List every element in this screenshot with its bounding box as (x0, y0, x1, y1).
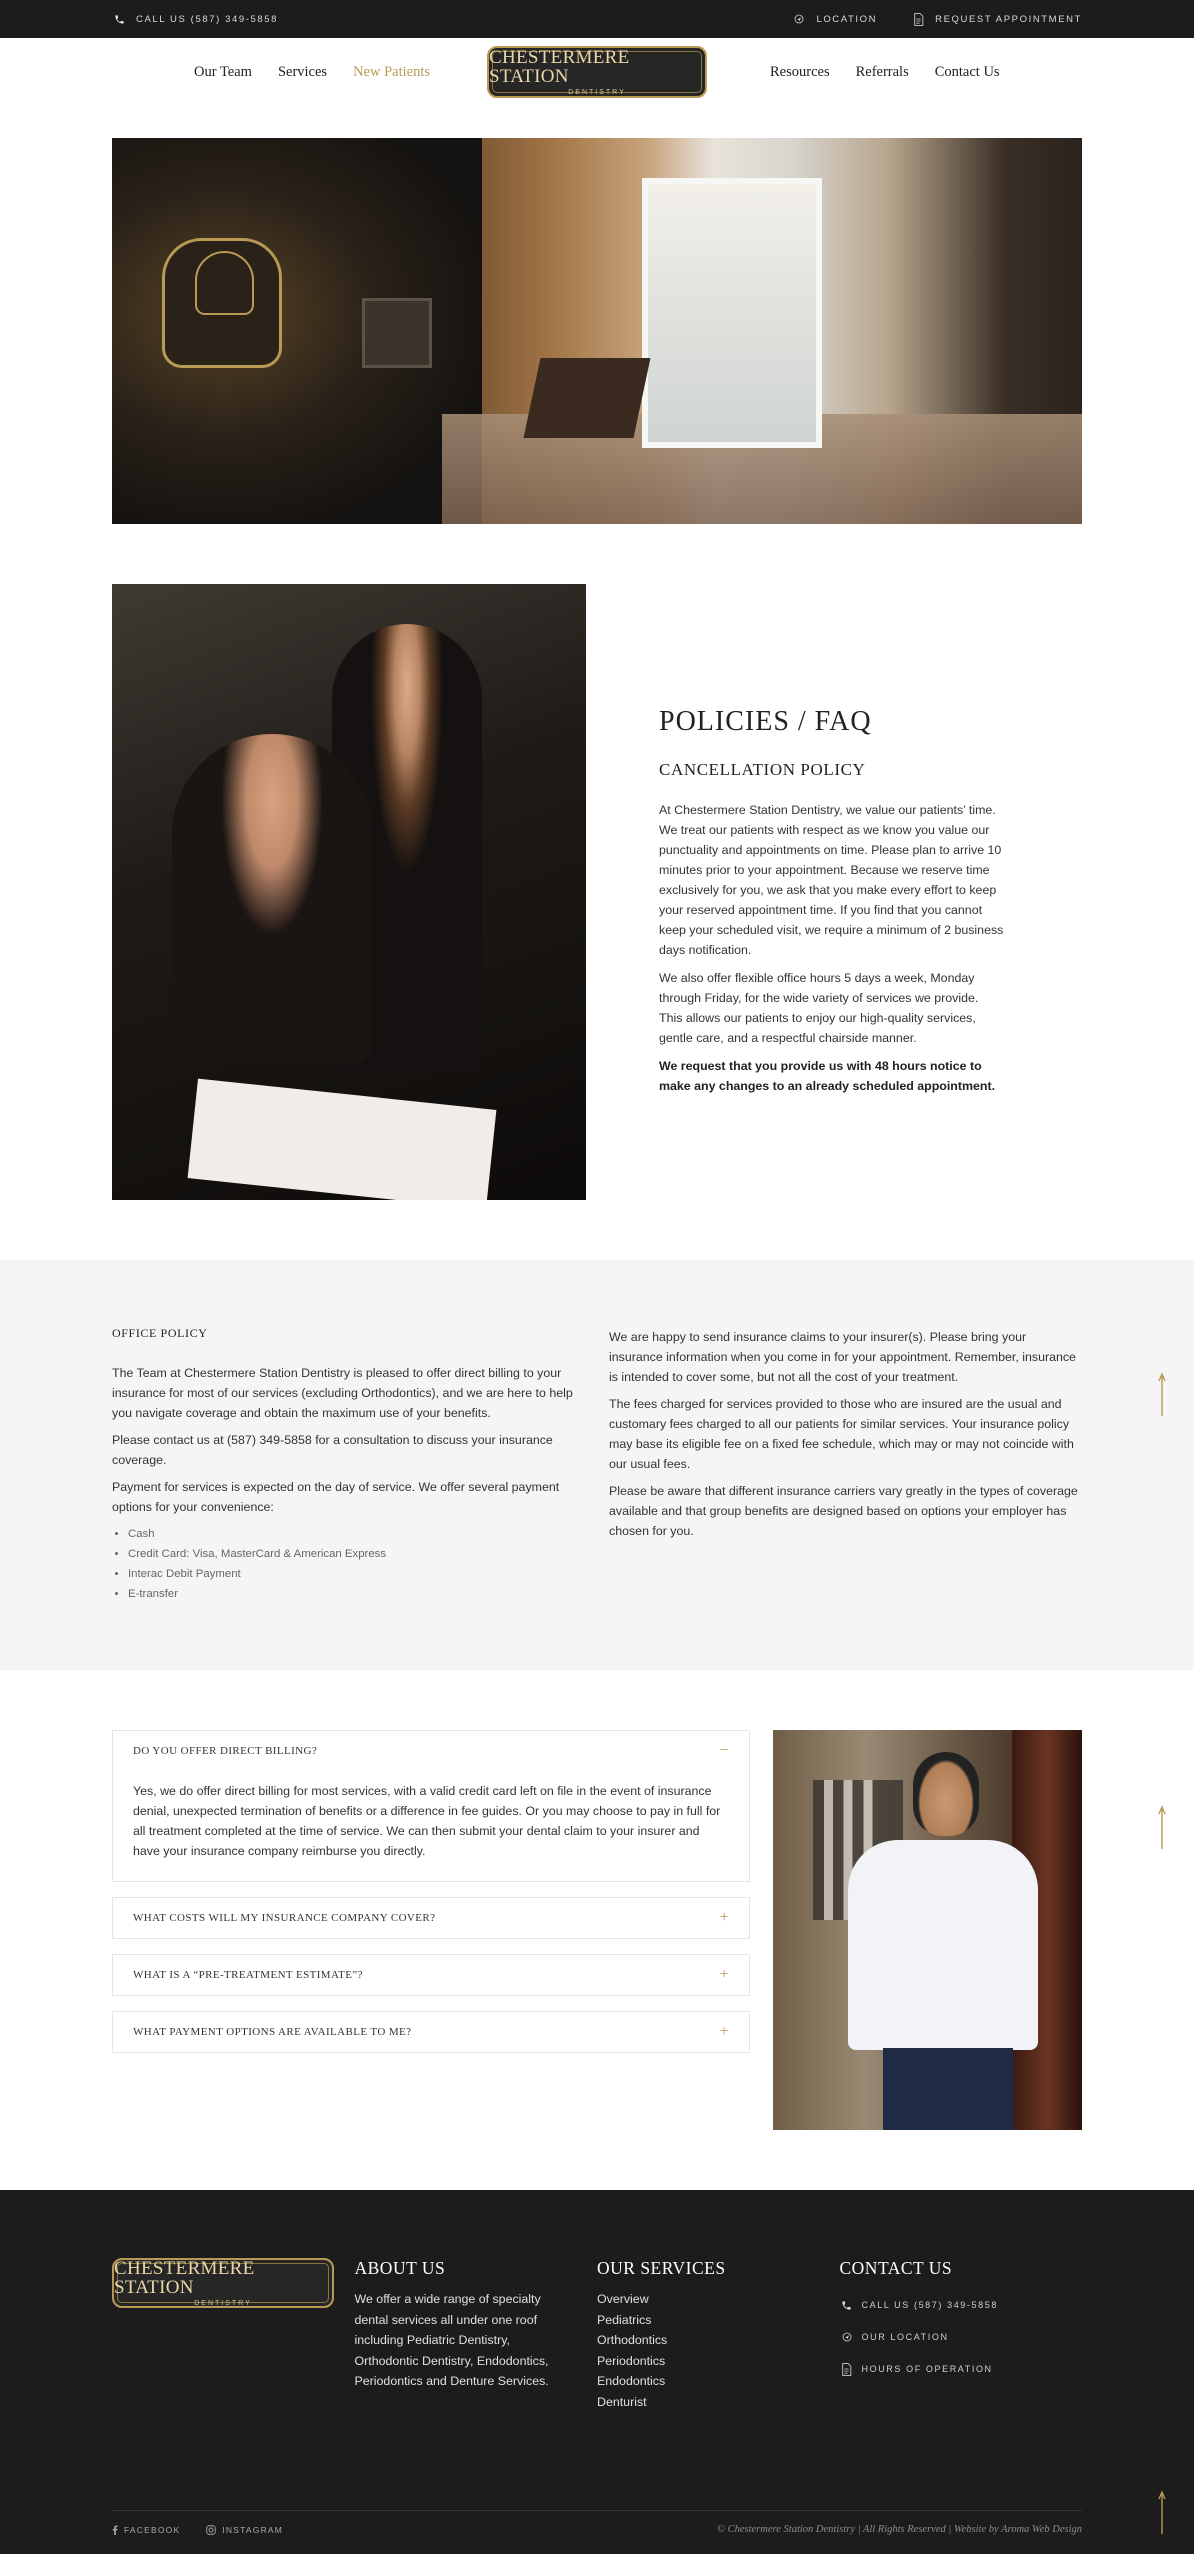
footer-about-text: We offer a wide range of specialty dental services all under one roof including Pediatric Dentistry, Orthodontic Dentistry, Endodontics, Periodontics and Denture Services. (354, 2292, 549, 2388)
nav-new-patients[interactable]: New Patients (353, 63, 430, 80)
faq-question-toggle[interactable] (113, 1731, 749, 1771)
footer-bottom (112, 2524, 1082, 2535)
request-appointment-text: REQUEST APPOINTMENT (935, 13, 1082, 25)
desk-papers (188, 1079, 497, 1200)
expand-icon[interactable]: + (719, 2023, 729, 2040)
nav-services[interactable]: Services (277, 63, 328, 80)
phone-icon (112, 12, 126, 26)
footer-services (597, 2258, 840, 2412)
nav-our-team[interactable]: Our Team (194, 63, 252, 80)
cancellation-notice: We request that you provide us with 48 hours notice to make any changes to an already scheduled appointment. (659, 1059, 996, 1093)
faq-accordion (112, 1730, 750, 2130)
office-paragraph-1: The Team at Chestermere Station Dentistry is pleased to offer direct billing to your insurance for most of our services (excluding Orthodontics), and we are here to help you navigate coverage and obtain the maximum use of your benefits. (112, 1366, 573, 1420)
nav-right (770, 64, 1000, 81)
staff-photo (112, 584, 586, 1200)
faq-item-direct-billing (112, 1730, 750, 1882)
footer-location-text: OUR LOCATION (861, 2332, 949, 2342)
faq-answer: Yes, we do offer direct billing for most services, with a valid credit card left on file in the event of insurance denial, unexpected termination of benefits or a difference in fee guides. Or you may choose to pay in full for all treatment completed at the time of service. We can then submit your dental claim to your insurer and have your insurance company reimburse you directly. (133, 1784, 721, 1858)
faq-question: WHAT IS A “PRE-TREATMENT ESTIMATE”? (133, 1969, 363, 1981)
document-icon (911, 12, 925, 26)
insurance-paragraph-1: We are happy to send insurance claims to your insurer(s). Please bring your insurance information when you come in for your appointment. Remember, insurance is intended to cover some, but not all the cost of your treatment. (609, 1330, 1076, 1384)
dentist-pants (883, 2048, 1013, 2130)
footer-location-link[interactable] (840, 2321, 1083, 2353)
footer-hours-text: HOURS OF OPERATION (861, 2364, 993, 2374)
expand-icon[interactable]: + (719, 1966, 729, 1983)
footer-about (355, 2258, 598, 2412)
hero-plate-shape (362, 298, 432, 368)
faq-question: DO YOU OFFER DIRECT BILLING? (133, 1745, 318, 1757)
page-title: POLICIES / FAQ (659, 706, 872, 737)
footer-link-orthodontics[interactable]: Orthodontics (597, 2333, 668, 2347)
dentist-shirt (848, 1840, 1038, 2050)
office-policy-right (609, 1323, 1082, 1670)
logo-title: CHESTERMERE STATION (114, 2258, 255, 2298)
office-paragraph-3: Payment for services is expected on the day of service. We offer several payment options for your convenience: (112, 1480, 560, 1514)
logo-subtitle: DENTISTRY (568, 89, 626, 96)
call-us-text: CALL US (587) 349-5858 (136, 13, 279, 25)
footer-call-text: CALL US (587) 349-5858 (861, 2300, 998, 2310)
copyright-text: © Chestermere Station Dentistry | All Rights Reserved | Website by Aroma Web Design (717, 2524, 1082, 2535)
faq-question: WHAT PAYMENT OPTIONS ARE AVAILABLE TO ME? (133, 2026, 412, 2038)
instagram-text: INSTAGRAM (222, 2524, 284, 2535)
scroll-top-arrow-icon[interactable] (1158, 1805, 1166, 1849)
location-text: LOCATION (816, 13, 878, 25)
phone-icon (840, 2298, 854, 2312)
faq-question: WHAT COSTS WILL MY INSURANCE COMPANY COVER? (133, 1912, 436, 1924)
policies-section (112, 584, 1082, 1200)
nav-left (194, 64, 430, 81)
faq-section (112, 1730, 1082, 2130)
facebook-link[interactable] (112, 2525, 180, 2535)
list-item: • Cash (128, 1524, 585, 1544)
list-item: • Credit Card: Visa, MasterCard & American Express (128, 1544, 585, 1564)
footer-contact-heading: CONTACT US (839, 2258, 953, 2278)
footer-link-endodontics[interactable]: Endodontics (597, 2374, 666, 2388)
footer-link-denturist[interactable]: Denturist (597, 2394, 647, 2409)
location-icon (840, 2330, 854, 2344)
footer-divider (112, 2510, 1082, 2511)
faq-question-toggle[interactable] (113, 1898, 749, 1938)
dentist-photo (773, 1730, 1082, 2130)
footer-services-heading: OUR SERVICES (597, 2258, 726, 2278)
cancellation-heading: CANCELLATION POLICY (659, 760, 866, 779)
faq-question-toggle[interactable] (113, 2012, 749, 2052)
document-icon (840, 2362, 854, 2376)
list-item: • Interac Debit Payment (128, 1564, 585, 1584)
main-nav (0, 38, 1194, 106)
cancellation-paragraph-1: At Chestermere Station Dentistry, we value our patients’ time. We treat our patients with respect as we know you value our punctuality and appointments on time. Please plan to arrive 10 minutes prior to your appointment. Because we reserve time exclusively for you, we ask that you make every effort to keep your reserved appointment time. If you find that you cannot keep your scheduled visit, we require a minimum of 2 business days notification. (659, 803, 1004, 957)
scroll-top-arrow-icon[interactable] (1158, 1372, 1166, 1416)
nav-referrals[interactable]: Referrals (855, 63, 909, 80)
facebook-icon (112, 2525, 118, 2535)
hero-image-office-interior (112, 138, 1082, 524)
location-icon (792, 12, 806, 26)
hero-bench-shape (523, 358, 650, 438)
collapse-icon[interactable]: − (719, 1742, 729, 1759)
footer-contact (840, 2258, 1083, 2412)
footer-logo-col (112, 2258, 355, 2412)
insurance-paragraph-2: The fees charged for services provided to those who are insured are the usual and customary fees charged to all our patients for similar services. Your insurance policy may base its eligible fee on a fixed fee schedule, which may or may not coincide with our usual fees. (609, 1397, 1074, 1471)
request-appointment-link[interactable] (911, 12, 1082, 26)
instagram-icon (206, 2525, 216, 2535)
office-policy-section (0, 1260, 1194, 1670)
footer-hours-link[interactable] (840, 2353, 1083, 2385)
footer-call-link[interactable] (840, 2289, 1083, 2321)
hero-window-shape (642, 178, 822, 448)
cancellation-paragraph-2: We also offer flexible office hours 5 days a week, Monday through Friday, for the wide variety of services we provide. This allows our patients to enjoy our high-quality services, gentle care, and a respectful chairside manner. (659, 971, 979, 1045)
social-links (112, 2525, 283, 2535)
faq-item-insurance-cover (112, 1897, 750, 1939)
faq-item-pre-treatment (112, 1954, 750, 1996)
scroll-top-arrow-icon[interactable] (1158, 2490, 1166, 2534)
office-policy-left (112, 1323, 585, 1670)
site-footer (0, 2190, 1194, 2554)
facebook-text: FACEBOOK (124, 2524, 181, 2535)
footer-link-overview[interactable]: Overview (597, 2292, 649, 2306)
footer-link-pediatrics[interactable]: Pediatrics (597, 2312, 652, 2327)
office-policy-heading: OFFICE POLICY (112, 1326, 208, 1340)
logo-title: CHESTERMERE STATION (489, 47, 630, 87)
payment-options-list (112, 1524, 585, 1604)
faq-item-payment-options (112, 2011, 750, 2053)
nav-resources[interactable]: Resources (770, 63, 830, 80)
instagram-link[interactable] (206, 2525, 283, 2535)
nav-contact-us[interactable]: Contact Us (934, 63, 1000, 80)
list-item: • E-transfer (128, 1584, 585, 1604)
footer-logo[interactable] (112, 2258, 334, 2308)
top-bar (0, 0, 1194, 38)
expand-icon[interactable]: + (719, 1909, 729, 1926)
site-logo[interactable] (487, 46, 707, 98)
footer-link-periodontics[interactable]: Periodontics (597, 2353, 666, 2368)
dentist-head (913, 1752, 979, 1836)
hero-emblem-shape (162, 238, 282, 368)
insurance-paragraph-3: Please be aware that different insurance carriers vary greatly in the types of coverage available and that group benefits are designed based on options your employer has chosen for you. (609, 1484, 1078, 1538)
policies-text (586, 584, 1082, 1200)
office-paragraph-2: Please contact us at (587) 349-5858 for a consultation to discuss your insurance coverage. (112, 1433, 553, 1467)
staff-figure-seated (172, 734, 372, 1064)
call-us-link[interactable] (112, 12, 278, 26)
faq-question-toggle[interactable] (113, 1955, 749, 1995)
footer-about-heading: ABOUT US (354, 2258, 446, 2278)
logo-subtitle: DENTISTRY (194, 2300, 252, 2307)
location-link[interactable] (792, 12, 877, 26)
